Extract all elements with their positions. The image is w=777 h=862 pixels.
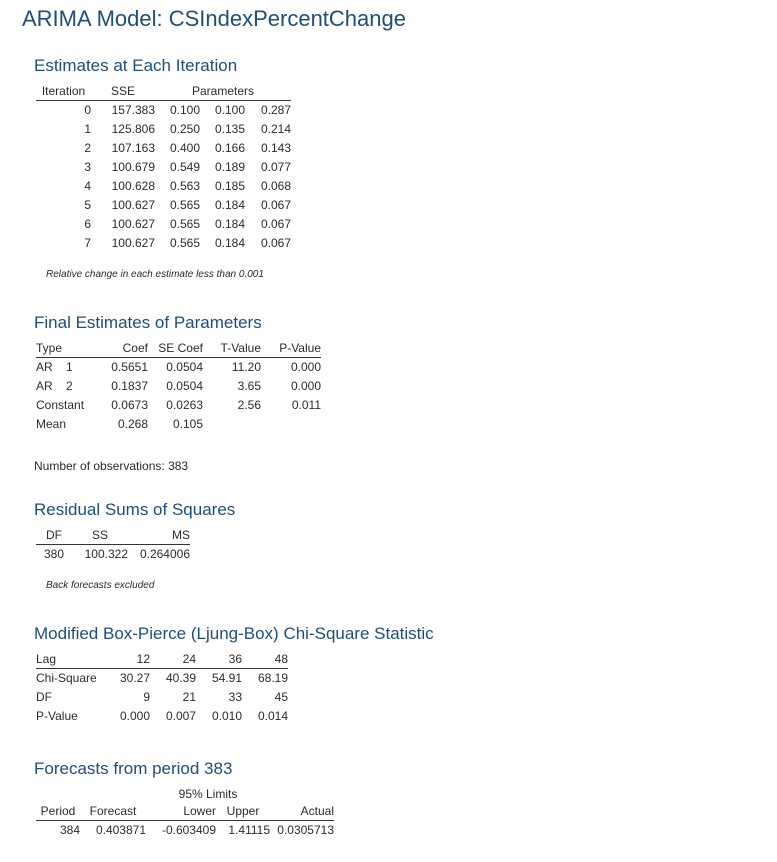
iteration-row <box>36 158 291 177</box>
forecast-header: Forecast <box>80 803 146 821</box>
forecast-header: Upper <box>216 803 270 821</box>
iteration-cell: 157.383 <box>111 103 155 117</box>
forecasts-heading: Forecasts from period 383 <box>34 759 233 778</box>
iteration-cell: 1 <box>84 122 91 136</box>
ljung-cell: 30.27 <box>119 671 150 685</box>
final-cell: 2 <box>66 379 73 393</box>
iteration-cell: 0.565 <box>169 236 200 250</box>
final-header: T-Value <box>203 340 261 358</box>
final-cell: 2.56 <box>237 398 261 412</box>
iteration-cell: 100.627 <box>111 198 155 212</box>
ljung-cell: 0.000 <box>119 709 150 723</box>
ljung-cell: 0.007 <box>165 709 196 723</box>
ljung-cell: 0.010 <box>211 709 242 723</box>
final-header: Coef <box>96 340 148 358</box>
iteration-cell: 5 <box>84 198 91 212</box>
iteration-row <box>36 177 291 196</box>
ljung-header: 48 <box>242 651 288 669</box>
iteration-cell: 0.400 <box>169 141 200 155</box>
forecast-cell: 1.41115 <box>228 823 270 837</box>
final-cell: 0.105 <box>172 417 203 431</box>
forecast-cell: 384 <box>59 823 80 837</box>
forecast-header: Actual <box>270 803 334 821</box>
residual-cell: 380 <box>43 547 65 561</box>
ljung-cell: 68.19 <box>257 671 288 685</box>
iteration-row <box>36 101 291 121</box>
forecast-header: Period <box>36 803 80 821</box>
iteration-cell: 7 <box>84 236 91 250</box>
residual-table <box>36 527 190 564</box>
iteration-cell: 0.143 <box>260 141 291 155</box>
iteration-cell: 0.184 <box>214 217 245 231</box>
ljung-cell: 33 <box>228 690 242 704</box>
col-parameters: Parameters <box>155 83 291 101</box>
page-title: ARIMA Model: CSIndexPercentChange <box>22 6 406 31</box>
ljung-cell: Chi-Square <box>36 671 97 685</box>
iteration-cell: 0.250 <box>169 122 200 136</box>
final-cell: 0.000 <box>290 379 321 393</box>
iteration-cell: 100.627 <box>111 236 155 250</box>
iteration-cell: 0.067 <box>260 217 291 231</box>
iterations-heading: Estimates at Each Iteration <box>34 56 238 75</box>
residual-row <box>36 545 190 565</box>
iteration-cell: 0.068 <box>260 179 291 193</box>
iteration-row <box>36 215 291 234</box>
ljung-table <box>36 651 288 726</box>
iteration-cell: 0.067 <box>260 236 291 250</box>
forecast-row <box>36 821 334 841</box>
final-cell: 0.0504 <box>166 379 203 393</box>
final-cell: AR <box>36 379 53 393</box>
final-cell: 0.0673 <box>111 398 148 412</box>
iteration-row <box>36 139 291 158</box>
iteration-cell: 4 <box>84 179 91 193</box>
iteration-cell: 0.184 <box>214 198 245 212</box>
iteration-cell: 0.166 <box>214 141 245 155</box>
col-sse: SSE <box>91 83 155 101</box>
iteration-cell: 100.679 <box>111 160 155 174</box>
ljung-cell: 54.91 <box>211 671 242 685</box>
iteration-cell: 0 <box>84 103 91 117</box>
final-row <box>36 396 321 415</box>
final-cell: AR <box>36 360 53 374</box>
final-cell: 0.5651 <box>111 360 148 374</box>
final-cell: 3.65 <box>237 379 261 393</box>
ljung-cell: 40.39 <box>165 671 196 685</box>
ljung-row <box>36 707 288 726</box>
final-row <box>36 358 321 378</box>
iteration-cell: 0.184 <box>214 236 245 250</box>
final-cell: 0.011 <box>291 398 321 412</box>
iteration-cell: 3 <box>84 160 91 174</box>
final-header: SE Coef <box>148 340 203 358</box>
forecast-cell: 0.403871 <box>95 823 146 837</box>
final-header <box>66 340 96 358</box>
ljung-heading: Modified Box-Pierce (Ljung-Box) Chi-Square Statistic <box>34 624 434 643</box>
iteration-row <box>36 234 291 253</box>
ljung-cell: 9 <box>143 690 150 704</box>
final-header: Type <box>36 340 66 358</box>
ljung-cell: 21 <box>182 690 196 704</box>
final-cell: 1 <box>66 360 73 374</box>
final-cell: Mean <box>36 417 67 431</box>
final-cell <box>261 415 321 434</box>
final-cell: 0.0263 <box>166 398 203 412</box>
iteration-cell: 0.067 <box>260 198 291 212</box>
iteration-cell: 0.100 <box>214 103 245 117</box>
iteration-cell: 0.563 <box>169 179 200 193</box>
final-cell: 0.000 <box>290 360 321 374</box>
ljung-header: Lag <box>36 651 104 669</box>
iterations-table <box>36 83 291 253</box>
forecast-cell: 0.0305713 <box>277 823 334 837</box>
ljung-header: 12 <box>104 651 150 669</box>
iteration-cell: 0.549 <box>169 160 200 174</box>
iteration-row <box>36 120 291 139</box>
iteration-cell: 2 <box>84 141 91 155</box>
iteration-cell: 125.806 <box>111 122 155 136</box>
iteration-cell: 0.135 <box>214 122 245 136</box>
final-row <box>36 415 321 434</box>
final-cell: 0.0504 <box>166 360 203 374</box>
iteration-row <box>36 196 291 215</box>
forecast-header: Lower <box>146 803 216 821</box>
iteration-cell: 0.077 <box>260 160 291 174</box>
ljung-row <box>36 688 288 707</box>
final-table <box>36 340 321 434</box>
limits-label: 95% Limits <box>178 787 238 801</box>
observations-text: Number of observations: 383 <box>34 459 189 473</box>
final-cell: Constant <box>36 398 85 412</box>
ljung-cell: P-Value <box>36 709 78 723</box>
iteration-cell: 107.163 <box>111 141 155 155</box>
iteration-cell: 100.628 <box>111 179 155 193</box>
residual-cell: 0.264006 <box>139 547 190 561</box>
final-cell <box>203 415 261 434</box>
iteration-cell: 0.185 <box>214 179 245 193</box>
iteration-cell: 100.627 <box>111 217 155 231</box>
final-cell: 11.20 <box>231 360 261 374</box>
iteration-cell: 0.565 <box>169 217 200 231</box>
iteration-cell: 0.100 <box>169 103 200 117</box>
residual-cell: 100.322 <box>84 547 128 561</box>
residual-note: Back forecasts excluded <box>46 580 155 591</box>
final-cell: 0.1837 <box>111 379 148 393</box>
iteration-cell: 6 <box>84 217 91 231</box>
iteration-cell: 0.565 <box>169 198 200 212</box>
iteration-cell: 0.214 <box>260 122 291 136</box>
ljung-cell: 0.014 <box>257 709 288 723</box>
ljung-row <box>36 669 288 689</box>
iterations-note: Relative change in each estimate less than 0.001 <box>46 269 264 280</box>
residual-heading: Residual Sums of Squares <box>34 500 236 519</box>
residual-header: SS <box>72 527 128 545</box>
ljung-header: 24 <box>150 651 196 669</box>
forecast-cell: -0.603409 <box>161 823 216 837</box>
col-iteration: Iteration <box>36 83 91 101</box>
residual-header: MS <box>128 527 190 545</box>
ljung-header: 36 <box>196 651 242 669</box>
ljung-cell: 45 <box>274 690 288 704</box>
ljung-cell: DF <box>36 690 52 704</box>
iteration-cell: 0.287 <box>260 103 291 117</box>
iteration-cell: 0.189 <box>214 160 245 174</box>
forecasts-table <box>36 786 334 840</box>
final-row <box>36 377 321 396</box>
residual-header: DF <box>36 527 72 545</box>
final-cell: 0.268 <box>117 417 148 431</box>
final-heading: Final Estimates of Parameters <box>34 313 262 332</box>
final-header: P-Value <box>261 340 321 358</box>
